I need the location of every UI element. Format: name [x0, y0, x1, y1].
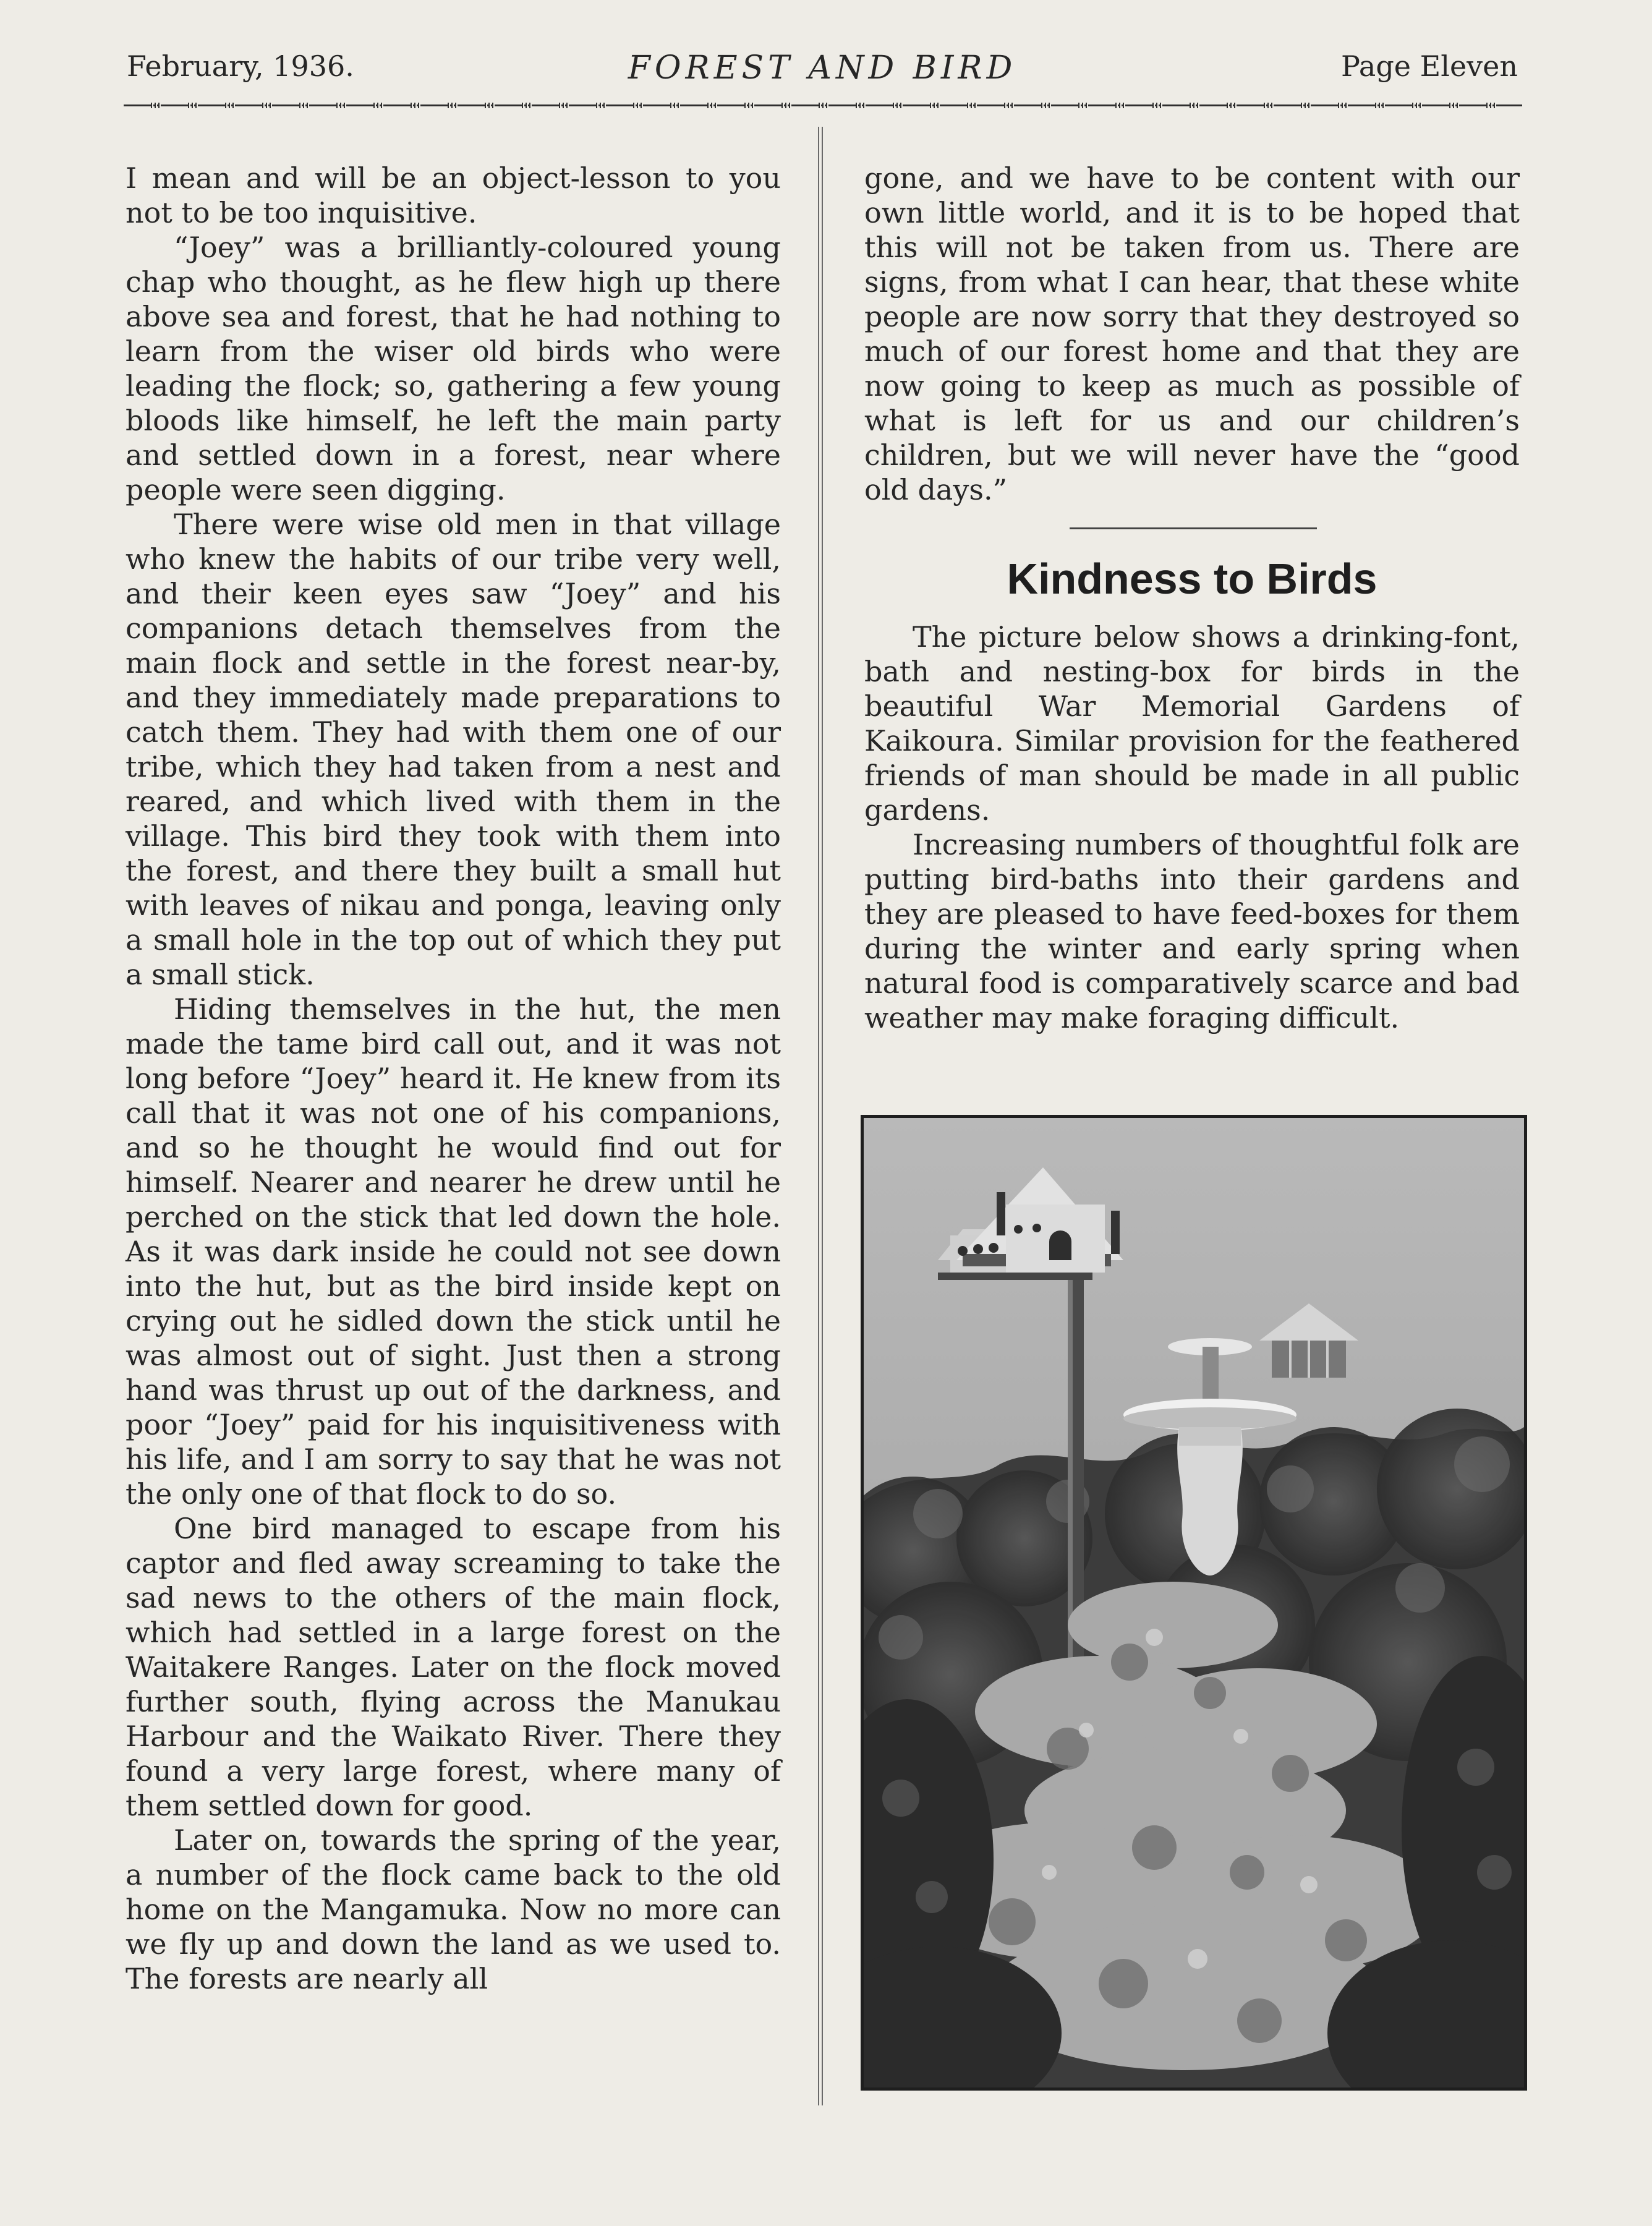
section-heading: Kindness to Birds — [1007, 555, 1377, 603]
header-ornamental-rule — [124, 101, 1522, 110]
paragraph: gone, and we have to be content with our own little world, and it is to be hoped that this will not be taken from us. There are signs, from what I can hear, that these white people are now sorry that they destroyed so much of our forest home and that they are now going to keep as much as possible of what is left for us and our children’s children, but we will never have the “good old days.” — [864, 161, 1520, 506]
publication-title: FOREST AND BIRD — [628, 49, 1017, 87]
page-header — [127, 49, 1518, 93]
garden-photo-illustration — [864, 1118, 1524, 2087]
paragraph: I mean and will be an object-lesson to you not to be too inquisitive. — [126, 161, 781, 229]
paragraph: There were wise old men in that village who knew the habits of our tribe very well, and their keen eyes saw “Joey” and his companions detach themselves from the main flock and settle in the forest near-by, and they immediately made preparations to catch them. They had with them one of our tribe, which they had taken from a nest and reared, and which lived with them in the village. This bird they took with them into the forest, and there they built a small hut with leaves of nikau and ponga, leaving only a small hole in the top out of which they put a small stick. — [126, 508, 781, 991]
bird-bath-photo — [861, 1115, 1527, 2091]
column-divider — [818, 127, 823, 2105]
page-number: Page Eleven — [1341, 49, 1518, 83]
paragraph: “Joey” was a brilliantly-coloured young chap who thought, as he flew high up there above sea and forest, that he had nothing to learn from the wiser old birds who were leading the flock; so, gathering a few young bloods like himself, he left the main party and settled down in a forest, near where people were seen digging. — [126, 231, 781, 506]
paragraph: Hiding themselves in the hut, the men made the tame bird call out, and it was not long before “Joey” heard it. He knew from its call that it was not one of his companions, and so he thought he would find out for himself. Nearer and nearer he drew until he perched on the stick that led down the hole. As it was dark inside he could not see down into the hut, but as the bird inside kept on crying out he sidled down the stick until he was almost out of sight. Just then a strong hand was thrust up out of the darkness, and poor “Joey” paid for his inquisitiveness with his life, and I am sorry to say that he was not the only one of that flock to do so. — [126, 992, 781, 1511]
paragraph: One bird managed to escape from his captor and fled away screaming to take the sad news to the others of the main flock, which had settled in a large forest on the Waitakere Ranges. Later on the flock moved further south, flying across the Manukau Harbour and the Waikato River. There they found a very large forest, where many of them settled down for good. — [126, 1512, 781, 1822]
paragraph: Increasing numbers of thoughtful folk are putting bird-baths into their gardens and they are pleased to have feed-boxes for them during the winter and early spring when natural food is comparatively scarce and bad weather may make foraging difficult. — [864, 828, 1520, 1034]
issue-date: February, 1936. — [127, 49, 354, 83]
right-column-top — [864, 161, 1520, 507]
section-body — [864, 620, 1520, 1035]
section-separator — [1070, 527, 1317, 529]
left-column — [126, 161, 781, 1996]
paragraph: Later on, towards the spring of the year, a number of the flock came back to the old home on the Mangamuka. Now no more can we fly up and down the land as we used to. The forests are nearly all — [126, 1823, 781, 1995]
paragraph: The picture below shows a drinking-font, bath and nesting-box for birds in the beautiful War Memorial Gardens of Kaikoura. Similar provision for the feathered friends of man should be made in all public gardens. — [864, 620, 1520, 827]
